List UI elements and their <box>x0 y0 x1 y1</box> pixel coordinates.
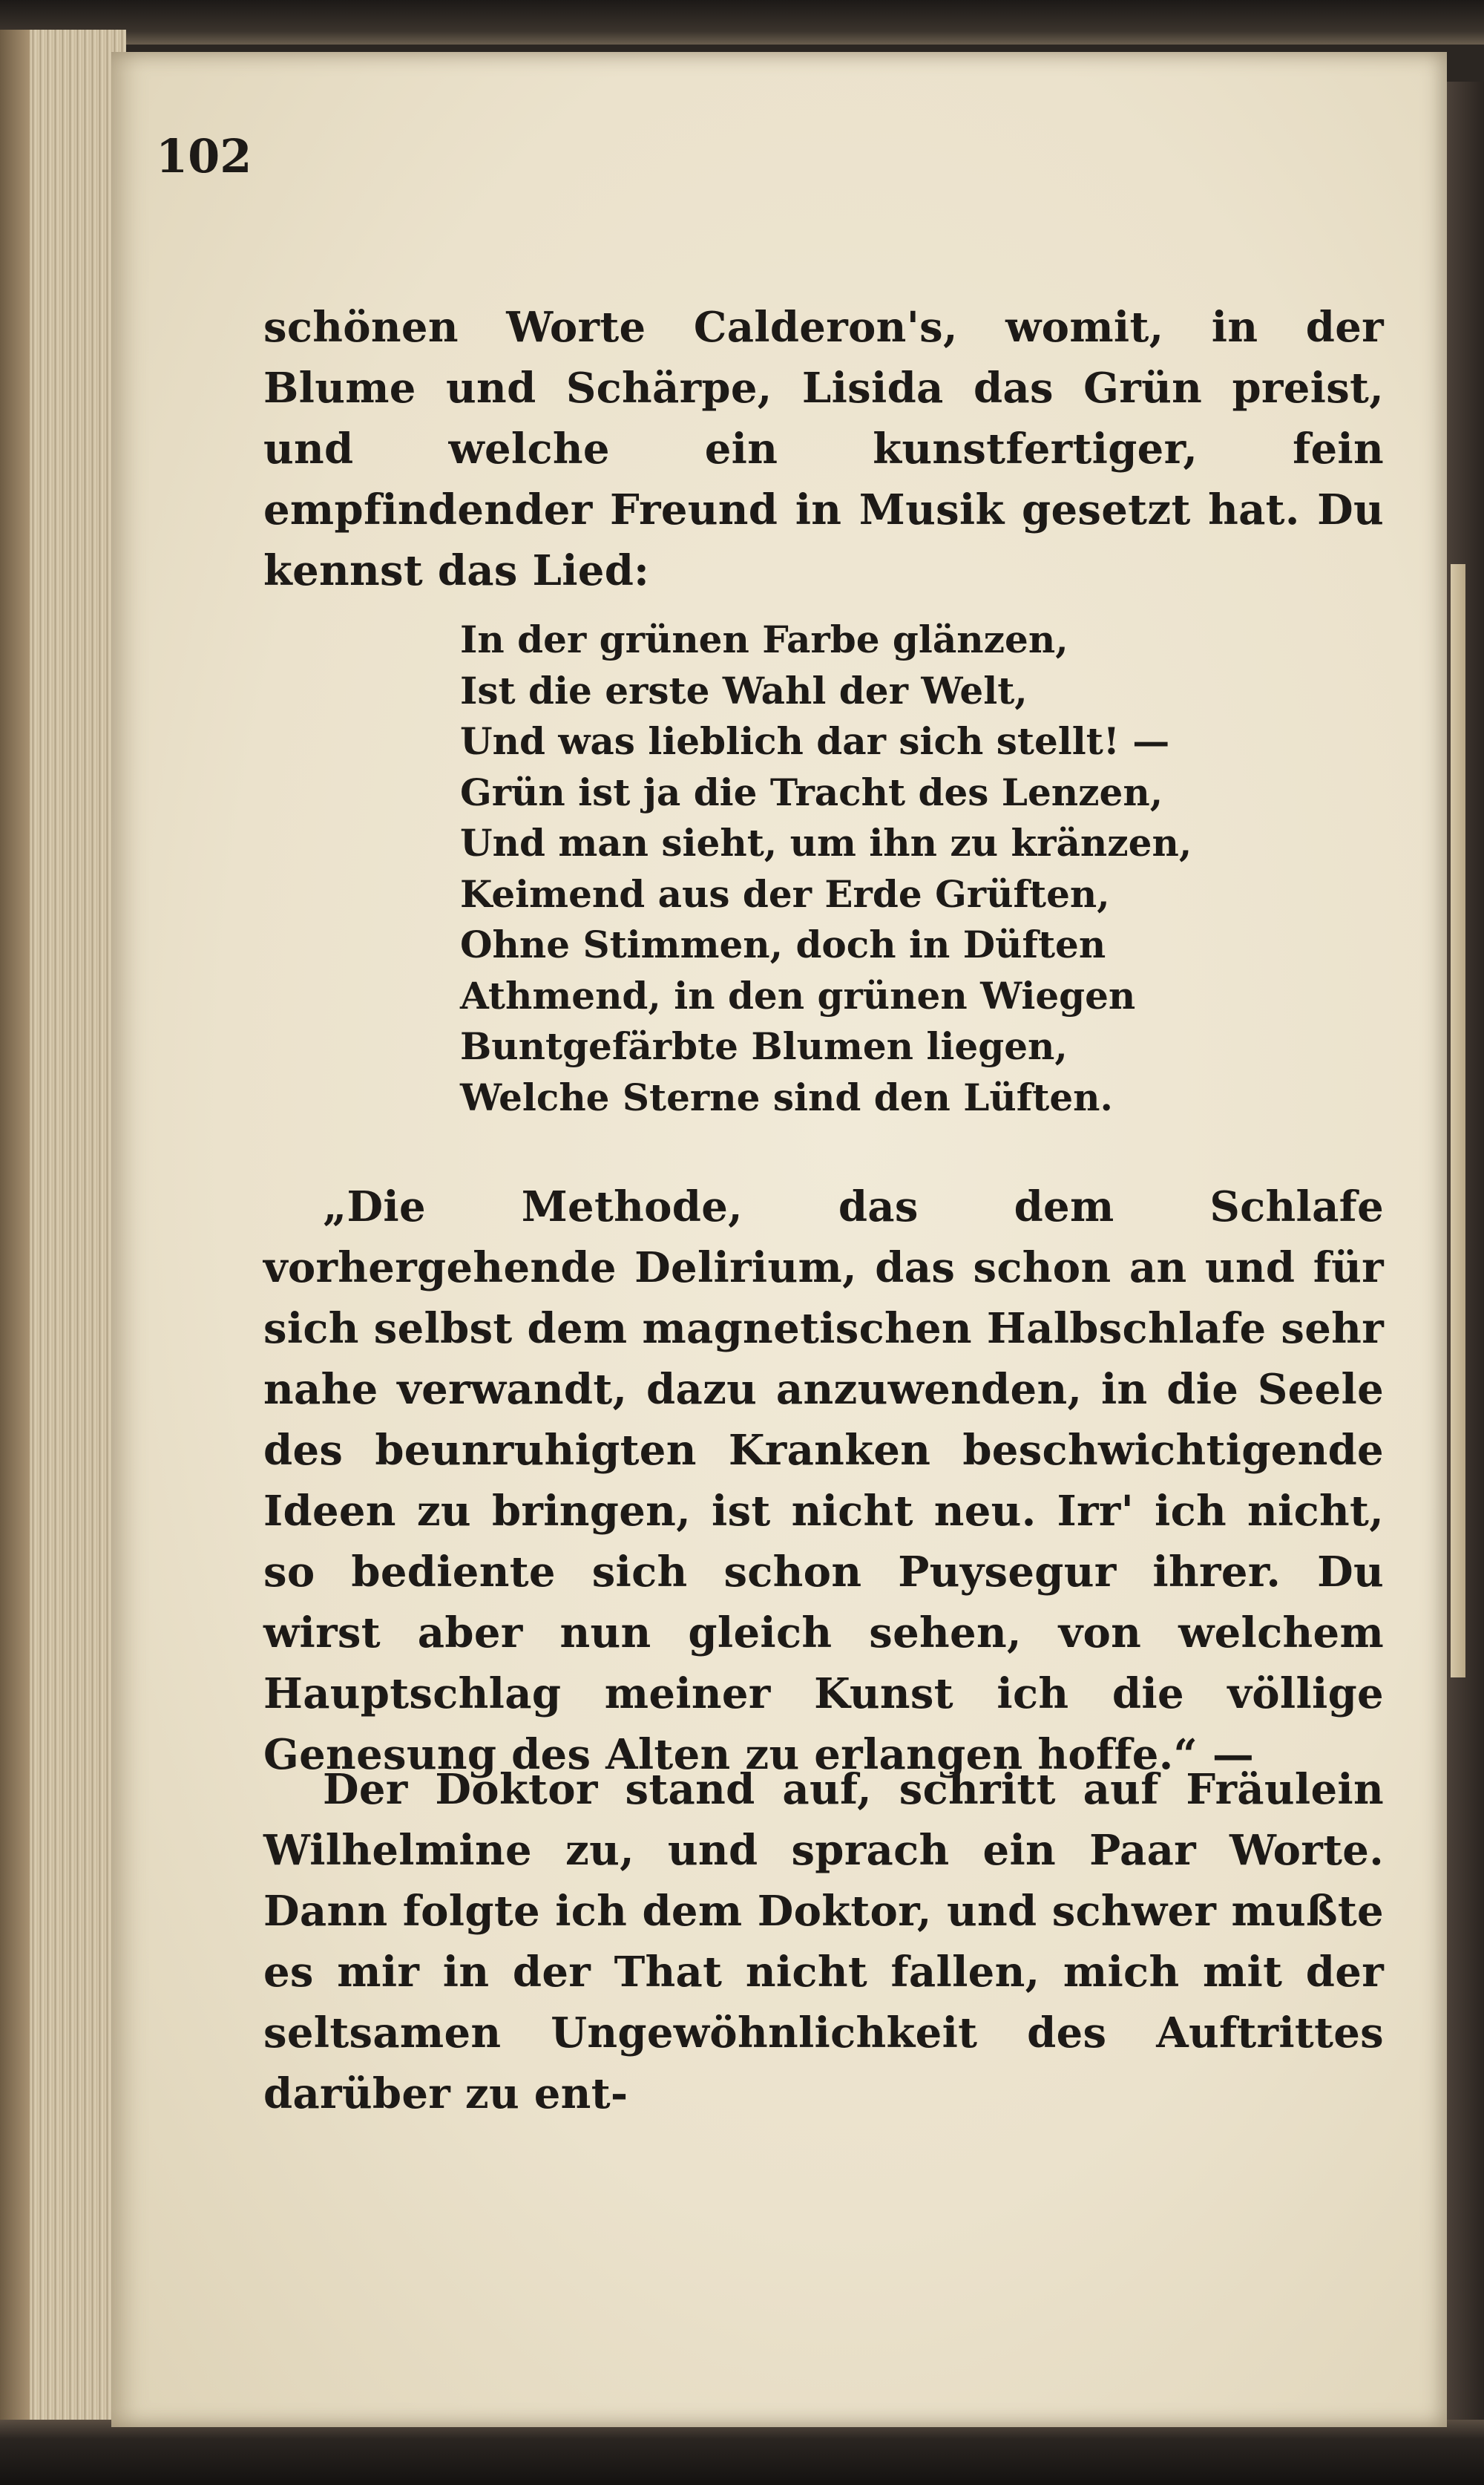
book-top-edge <box>0 0 1484 45</box>
book-bottom-edge <box>0 2420 1484 2485</box>
poem-line: Und man sieht, um ihn zu kränzen, <box>460 821 1192 865</box>
poem-line: Athmend, in den grünen Wiegen <box>460 973 1136 1018</box>
poem-line: Buntgefärbte Blumen liegen, <box>460 1024 1068 1068</box>
poem-line: Und was lieblich dar sich stellt! — <box>460 719 1170 763</box>
poem-line: Ohne Stimmen, doch in Düften <box>460 923 1106 966</box>
poem-line: Grün ist ja die Tracht des Lenzen, <box>460 770 1163 814</box>
paragraph-quote <box>263 1176 1384 1785</box>
poem-line: Welche Sterne sind den Lüften. <box>460 1075 1113 1119</box>
next-page-strip <box>1451 564 1465 1677</box>
page-number: 102 <box>156 129 252 183</box>
poem-line: Keimend aus der Erde Grüften, <box>460 871 1110 916</box>
poem-line: In der grünen Farbe glänzen, <box>460 618 1068 661</box>
paragraph-narrative <box>263 1759 1384 2124</box>
poem-line: Ist die erste Wahl der Welt, <box>460 668 1028 713</box>
poem <box>460 615 1350 1123</box>
book-spine-page-edges <box>0 30 126 2427</box>
paragraph-quote-text: „Die Methode, das dem Schlafe vorhergehende Delirium, das schon an und für sich selbst dem magnetischen Halbschlafe sehr nahe verwandt, dazu anzuwenden, in die Seele des beunruhigten Kranken beschwichtigende Ideen zu bringen, ist nicht neu. Irr' ich nicht, so bediente sich schon Puysegur ihrer. Du wirst aber nun gleich sehen, von welchem Hauptschlag meiner Kunst ich die völlige Genesung des Alten zu erlangen hoffe.“ — <box>263 1182 1384 1779</box>
paragraph-continuation <box>263 297 1384 601</box>
paragraph-narrative-text: Der Doktor stand auf, schritt auf Fräulein Wilhelmine zu, und sprach ein Paar Worte. Dann folgte ich dem Doktor, und schwer mußte es mir in der That nicht fallen, mich mit der seltsamen Ungewöhnlichkeit des Auftrittes darüber zu ent- <box>263 1765 1384 2118</box>
paragraph-continuation-text: schönen Worte Calderon's, womit, in der Blume und Schärpe, Lisida das Grün preist, und welche ein kunstfertiger, fein empfindender Freund in Musik gesetzt hat. Du kennst das Lied: <box>263 303 1384 595</box>
